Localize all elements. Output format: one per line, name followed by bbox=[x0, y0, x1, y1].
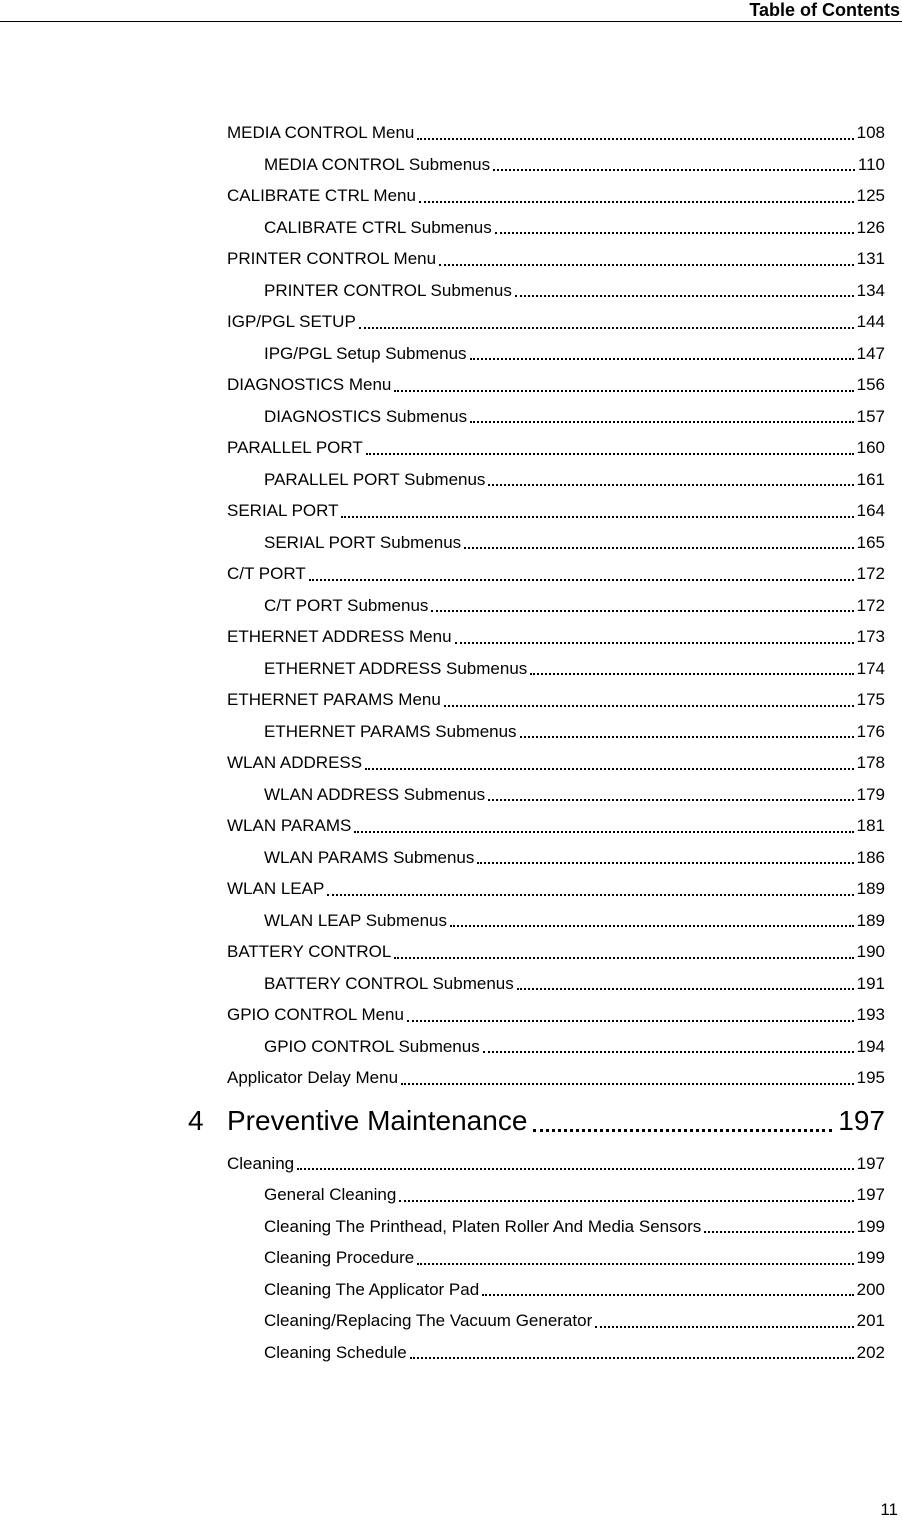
toc-entry[interactable] bbox=[227, 810, 885, 842]
toc-entry-page: 165 bbox=[856, 532, 885, 552]
toc-entry[interactable] bbox=[227, 716, 885, 748]
toc-entry[interactable] bbox=[227, 527, 885, 559]
toc-entry-page: 199 bbox=[856, 1216, 885, 1236]
toc-leader-dots bbox=[359, 327, 854, 329]
toc-entry[interactable] bbox=[227, 1062, 885, 1094]
toc-entry-title: BATTERY CONTROL Submenus bbox=[264, 973, 514, 993]
toc-entry-title: DIAGNOSTICS Menu bbox=[227, 375, 392, 394]
toc-entry-page: 189 bbox=[856, 879, 885, 898]
toc-entry[interactable] bbox=[227, 779, 885, 811]
toc-leader-dots bbox=[483, 1051, 854, 1053]
toc-leader-dots bbox=[450, 925, 854, 927]
toc-entry-title: Applicator Delay Menu bbox=[227, 1068, 399, 1087]
toc-entry-title: WLAN LEAP bbox=[227, 879, 325, 898]
chapter-leader-dots bbox=[533, 1129, 832, 1132]
toc-entry-title: Cleaning The Applicator Pad bbox=[264, 1279, 480, 1299]
toc-leader-dots bbox=[439, 264, 854, 266]
toc-leader-dots bbox=[394, 957, 853, 959]
toc-entry[interactable] bbox=[227, 621, 885, 653]
toc-entry-title: Cleaning The Printhead, Platen Roller And Media Sensors bbox=[264, 1216, 702, 1236]
toc-entry-page: 172 bbox=[856, 564, 885, 583]
toc-entry-page: 156 bbox=[856, 375, 885, 394]
toc-entry-title: C/T PORT Submenus bbox=[264, 595, 429, 615]
toc-leader-dots bbox=[488, 799, 854, 801]
toc-entry-page: 193 bbox=[856, 1005, 885, 1024]
toc-entry[interactable] bbox=[227, 873, 885, 905]
toc-entry-title: ETHERNET ADDRESS Submenus bbox=[264, 658, 528, 678]
toc-entry-title: SERIAL PORT Submenus bbox=[264, 532, 462, 552]
toc-entry-title: MEDIA CONTROL Menu bbox=[227, 123, 415, 142]
chapter-number: 4 bbox=[188, 1104, 204, 1136]
toc-entry[interactable] bbox=[227, 653, 885, 685]
toc-entry-title: GPIO CONTROL Menu bbox=[227, 1005, 404, 1024]
toc-entry-title: GPIO CONTROL Submenus bbox=[264, 1036, 480, 1056]
toc-entry-page: 164 bbox=[856, 501, 885, 520]
toc-entry-page: 197 bbox=[856, 1185, 885, 1204]
toc-entry-page: 147 bbox=[856, 343, 885, 363]
toc-entry-page: 186 bbox=[856, 847, 885, 867]
toc-entry-page: 201 bbox=[856, 1311, 885, 1330]
toc-leader-dots bbox=[515, 295, 854, 297]
toc-leader-dots bbox=[470, 421, 854, 423]
toc-leader-dots bbox=[482, 1294, 853, 1296]
toc-entry[interactable] bbox=[227, 1179, 885, 1211]
toc-entry-page: 178 bbox=[856, 753, 885, 772]
toc-entry-page: 200 bbox=[856, 1279, 885, 1299]
toc-entry-title: WLAN PARAMS Submenus bbox=[264, 847, 475, 867]
toc-entry-page: 199 bbox=[856, 1248, 885, 1267]
toc-entry-title: PARALLEL PORT Submenus bbox=[264, 469, 486, 489]
toc-entry-title: WLAN LEAP Submenus bbox=[264, 910, 447, 930]
toc-entry-page: 126 bbox=[856, 217, 885, 237]
toc-entries-before bbox=[227, 117, 885, 1094]
toc-entry[interactable] bbox=[227, 212, 885, 244]
toc-entry[interactable] bbox=[227, 306, 885, 338]
toc-leader-dots bbox=[495, 232, 854, 234]
toc-entry[interactable] bbox=[227, 432, 885, 464]
toc-entry-page: 175 bbox=[856, 690, 885, 709]
toc-entry-page: 181 bbox=[856, 816, 885, 835]
toc-entry-title: CALIBRATE CTRL Submenus bbox=[264, 217, 492, 237]
toc-entry[interactable] bbox=[227, 1242, 885, 1274]
header-title: Table of Contents bbox=[749, 0, 900, 20]
toc-entry-title: ETHERNET ADDRESS Menu bbox=[227, 627, 452, 646]
toc-leader-dots bbox=[366, 453, 854, 455]
toc-leader-dots bbox=[417, 138, 853, 140]
toc-entry-title: BATTERY CONTROL bbox=[227, 942, 392, 961]
toc-entry-page: 194 bbox=[856, 1036, 885, 1056]
toc-entry[interactable] bbox=[227, 1274, 885, 1306]
toc-entry-title: DIAGNOSTICS Submenus bbox=[264, 406, 468, 426]
toc-entry[interactable] bbox=[227, 905, 885, 937]
toc-entry-title: General Cleaning bbox=[264, 1185, 397, 1204]
toc-entry[interactable] bbox=[227, 117, 885, 149]
toc-entry[interactable] bbox=[227, 1211, 885, 1243]
toc-entry-title: WLAN ADDRESS bbox=[227, 753, 363, 772]
toc-entry-page: 173 bbox=[856, 627, 885, 646]
toc-entry[interactable] bbox=[227, 180, 885, 212]
header-rule bbox=[0, 21, 902, 22]
toc-entry[interactable] bbox=[227, 338, 885, 370]
toc-entry-page: 157 bbox=[856, 406, 885, 426]
toc-entry-page: 191 bbox=[856, 973, 885, 993]
table-of-contents bbox=[188, 117, 885, 1368]
toc-leader-dots bbox=[470, 358, 854, 360]
toc-entry[interactable] bbox=[227, 968, 885, 1000]
chapter-page: 197 bbox=[838, 1104, 885, 1136]
toc-entry-page: 172 bbox=[856, 595, 885, 615]
chapter-heading[interactable] bbox=[188, 1094, 885, 1148]
toc-entry-page: 179 bbox=[856, 784, 885, 804]
toc-leader-dots bbox=[365, 768, 854, 770]
toc-entry-title: PARALLEL PORT bbox=[227, 438, 363, 457]
toc-leader-dots bbox=[493, 169, 855, 171]
toc-entry-page: 160 bbox=[856, 438, 885, 457]
toc-leader-dots bbox=[464, 547, 853, 549]
toc-entry-title: IPG/PGL Setup Submenus bbox=[264, 343, 467, 363]
toc-entry-page: 190 bbox=[856, 942, 885, 961]
toc-entry-title: MEDIA CONTROL Submenus bbox=[264, 154, 491, 174]
toc-entry[interactable] bbox=[227, 1031, 885, 1063]
toc-leader-dots bbox=[530, 673, 853, 675]
toc-leader-dots bbox=[401, 1083, 854, 1085]
toc-entry-page: 161 bbox=[856, 469, 885, 489]
toc-entry-page: 108 bbox=[856, 123, 885, 142]
toc-entry[interactable] bbox=[227, 1305, 885, 1337]
toc-entry-page: 197 bbox=[856, 1153, 885, 1173]
toc-leader-dots bbox=[354, 831, 853, 833]
toc-entry[interactable] bbox=[227, 1148, 885, 1180]
chapter-title: Preventive Maintenance bbox=[227, 1104, 528, 1136]
toc-entry-title: CALIBRATE CTRL Menu bbox=[227, 186, 416, 205]
toc-entry[interactable] bbox=[227, 1337, 885, 1369]
toc-leader-dots bbox=[297, 1168, 854, 1170]
toc-leader-dots bbox=[419, 201, 854, 203]
toc-entry[interactable] bbox=[227, 401, 885, 433]
toc-leader-dots bbox=[517, 988, 854, 990]
toc-leader-dots bbox=[417, 1263, 853, 1265]
toc-entry-title: WLAN ADDRESS Submenus bbox=[264, 784, 486, 804]
toc-leader-dots bbox=[455, 642, 854, 644]
page-number: 11 bbox=[880, 1500, 898, 1519]
toc-leader-dots bbox=[477, 862, 853, 864]
toc-entry-page: 131 bbox=[856, 249, 885, 268]
toc-entry-title: WLAN PARAMS bbox=[227, 816, 352, 835]
toc-entry-title: Cleaning Procedure bbox=[264, 1248, 415, 1267]
toc-leader-dots bbox=[410, 1357, 854, 1359]
toc-entry[interactable] bbox=[227, 243, 885, 275]
toc-entry[interactable] bbox=[227, 684, 885, 716]
toc-leader-dots bbox=[444, 705, 854, 707]
toc-entry[interactable] bbox=[227, 842, 885, 874]
toc-entry[interactable] bbox=[227, 369, 885, 401]
toc-leader-dots bbox=[394, 390, 853, 392]
toc-entry[interactable] bbox=[227, 275, 885, 307]
toc-leader-dots bbox=[595, 1326, 853, 1328]
toc-leader-dots bbox=[520, 736, 854, 738]
toc-entry-page: 134 bbox=[856, 280, 885, 300]
toc-leader-dots bbox=[341, 516, 853, 518]
toc-entry-title: PRINTER CONTROL Submenus bbox=[264, 280, 512, 300]
toc-entry-page: 110 bbox=[857, 154, 885, 174]
toc-entry-page: 195 bbox=[856, 1068, 885, 1087]
toc-entry-page: 174 bbox=[856, 658, 885, 678]
toc-entry-title: ETHERNET PARAMS Menu bbox=[227, 690, 441, 709]
toc-entry[interactable] bbox=[227, 590, 885, 622]
toc-entry[interactable] bbox=[227, 495, 885, 527]
toc-leader-dots bbox=[704, 1231, 853, 1233]
toc-leader-dots bbox=[327, 894, 853, 896]
toc-entry-page: 144 bbox=[856, 312, 885, 331]
toc-entry-title: Cleaning bbox=[227, 1153, 295, 1173]
toc-entry[interactable] bbox=[227, 558, 885, 590]
toc-entries-after bbox=[227, 1148, 885, 1369]
toc-leader-dots bbox=[407, 1020, 854, 1022]
toc-leader-dots bbox=[399, 1200, 853, 1202]
toc-entry[interactable] bbox=[227, 149, 885, 181]
toc-entry-title: SERIAL PORT bbox=[227, 501, 339, 520]
toc-entry-page: 189 bbox=[856, 910, 885, 930]
toc-entry-title: C/T PORT bbox=[227, 564, 306, 583]
toc-entry[interactable] bbox=[227, 999, 885, 1031]
toc-leader-dots bbox=[309, 579, 854, 581]
toc-entry-title: Cleaning Schedule bbox=[264, 1342, 407, 1362]
toc-entry-title: PRINTER CONTROL Menu bbox=[227, 249, 437, 268]
toc-entry-page: 202 bbox=[856, 1342, 885, 1362]
toc-entry-page: 125 bbox=[856, 186, 885, 205]
toc-leader-dots bbox=[431, 610, 853, 612]
toc-entry[interactable] bbox=[227, 464, 885, 496]
toc-leader-dots bbox=[488, 484, 853, 486]
toc-entry[interactable] bbox=[227, 747, 885, 779]
toc-entry-title: Cleaning/Replacing The Vacuum Generator bbox=[264, 1311, 593, 1330]
toc-entry-title: IGP/PGL SETUP bbox=[227, 312, 356, 331]
toc-entry-title: ETHERNET PARAMS Submenus bbox=[264, 721, 517, 741]
toc-entry[interactable] bbox=[227, 936, 885, 968]
toc-entry-page: 176 bbox=[856, 721, 885, 741]
